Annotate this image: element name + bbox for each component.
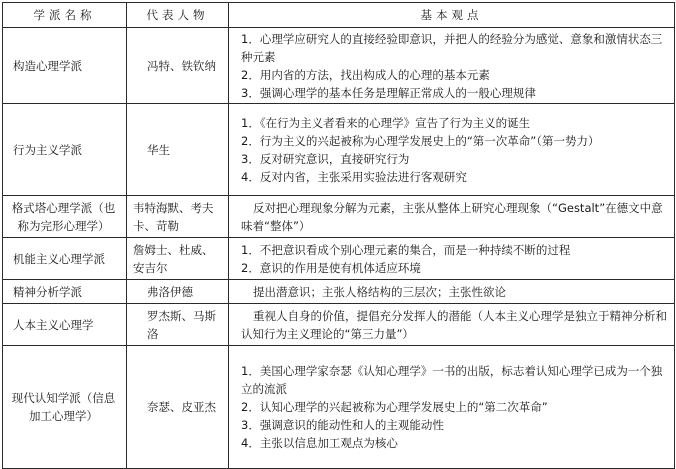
view-point: 3．反对研究意识，直接研究行为: [241, 151, 410, 166]
basic-views: [229, 196, 675, 238]
header-row: [3, 3, 675, 28]
view-point: 1．心理学应研究人的直接经验即意识，并把人的经验分为感觉、意象和激情状态三种元素: [241, 31, 663, 64]
view-text: 反对把心理现象分解为元素，主张从整体上研究心理现象（“Gestalt”在德文中意味着“整体”）: [241, 200, 663, 233]
representatives: 华生: [127, 104, 229, 196]
representatives: 奈瑟、皮亚杰: [127, 346, 229, 469]
representatives: 弗洛伊德: [127, 280, 229, 304]
view-point: 4．主张以信息加工观点为核心: [241, 436, 398, 450]
representatives: 冯特、铁钦纳: [127, 28, 229, 104]
school-name: 人本主义心理学: [3, 304, 127, 346]
school-name: 精神分析学派: [3, 280, 127, 304]
basic-views: [229, 28, 675, 104]
table-row: [3, 304, 675, 346]
table-row: [3, 104, 675, 196]
view-point: 1．美国心理学家奈瑟《认知心理学》一书的出版，标志着认知心理学已成为一个独立的流派: [241, 364, 663, 396]
table-row: [3, 238, 675, 280]
basic-views: [229, 238, 675, 280]
header-views: 基本观点: [229, 3, 675, 28]
basic-views: [229, 280, 675, 304]
header-people: 代表人物: [127, 3, 229, 28]
view-point: 4．反对内省，主张采用实验法进行客观研究: [241, 169, 467, 184]
table-row: [3, 196, 675, 238]
table-row: [3, 28, 675, 104]
representatives: 韦特海默、考夫卡、苛勒: [127, 196, 229, 238]
table-row: [3, 346, 675, 469]
view-point: 2．用内省的方法，找出构成人的心理的基本元素: [241, 67, 490, 82]
table-row: [3, 280, 675, 304]
school-name: 现代认知学派（信息加工心理学）: [3, 346, 127, 469]
view-text: 重视人自身的价值，提倡充分发挥人的潜能（人本主义心理学是独立于精神分析和认知行为主义理论的“第三力量”）: [241, 308, 667, 341]
basic-views: [229, 304, 675, 346]
view-text: 提出潜意识；主张人格结构的三层次；主张性欲论: [253, 284, 506, 299]
representatives: 詹姆士、杜威、安吉尔: [127, 238, 229, 280]
representatives: 罗杰斯、马斯洛: [127, 304, 229, 346]
school-name: 构造心理学派: [3, 28, 127, 104]
view-point: 2．行为主义的兴起被称为心理学发展史上的“第一次革命”（第一势力）: [241, 133, 600, 148]
view-point: 3．强调心理学的基本任务是理解正常成人的一般心理规律: [241, 85, 536, 100]
psychology-schools-table: [2, 2, 675, 469]
view-point: 2．认知心理学的兴起被称为心理学发展史上的“第二次革命”: [241, 400, 548, 414]
view-point: 1．《在行为主义者看来的心理学》宣告了行为主义的诞生: [241, 115, 531, 130]
view-point: 1．不把意识看成个别心理元素的集合，而是一种持续不断的过程: [241, 242, 571, 257]
basic-views: [229, 346, 675, 469]
school-name: 行为主义学派: [3, 104, 127, 196]
school-name: 格式塔心理学派（也称为完形心理学）: [3, 196, 127, 238]
basic-views: [229, 104, 675, 196]
view-point: 2．意识的作用是使有机体适应环境: [241, 260, 421, 275]
view-point: 3．强调意识的能动性和人的主观能动性: [241, 418, 444, 432]
header-school: 学派名称: [3, 3, 127, 28]
school-name: 机能主义心理学派: [3, 238, 127, 280]
